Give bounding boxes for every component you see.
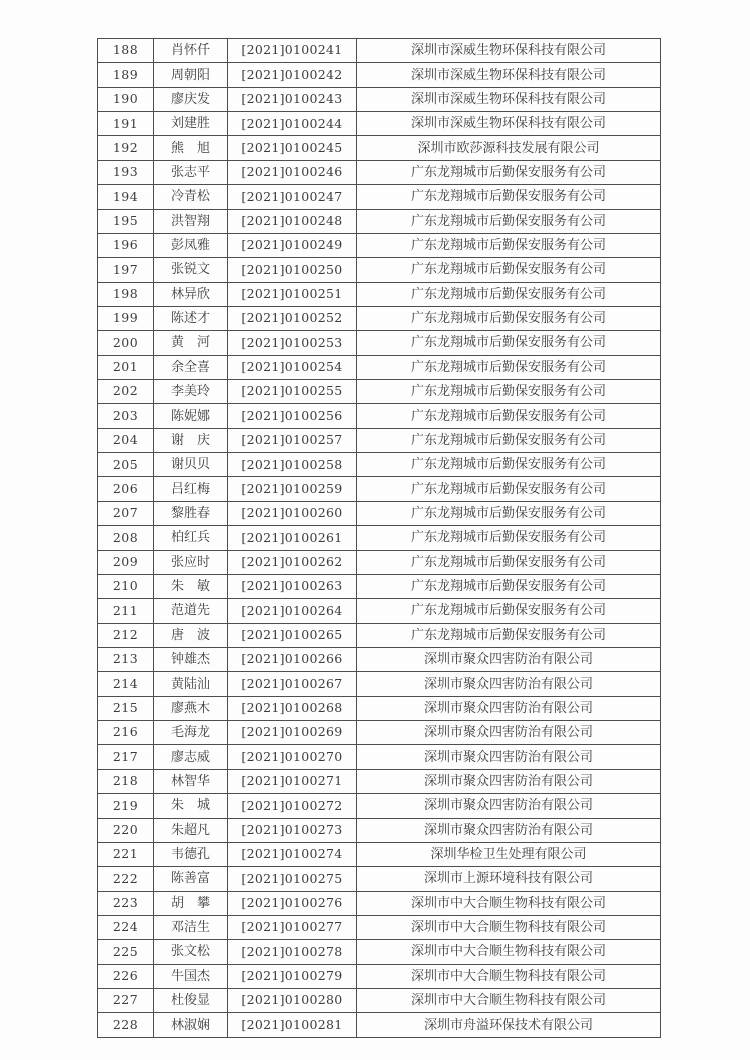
cell-company-name: 深圳市深威生物环保科技有限公司 xyxy=(357,87,661,111)
cell-company-name: 广东龙翔城市后勤保安服务有公司 xyxy=(357,404,661,428)
cell-cert-number: [2021]0100261 xyxy=(228,526,357,550)
cell-person-name: 唐 波 xyxy=(154,623,228,647)
cell-cert-number: [2021]0100259 xyxy=(228,477,357,501)
cell-person-name: 廖志威 xyxy=(154,745,228,769)
table-row xyxy=(98,1013,661,1038)
table-row xyxy=(98,185,661,209)
cell-person-name: 周朝阳 xyxy=(154,63,228,87)
cell-row-number: 197 xyxy=(98,258,154,282)
cell-person-name: 朱 城 xyxy=(154,794,228,818)
table-row xyxy=(98,915,661,939)
cell-company-name: 广东龙翔城市后勤保安服务有公司 xyxy=(357,599,661,623)
cell-person-name: 牛国杰 xyxy=(154,964,228,988)
cell-cert-number: [2021]0100253 xyxy=(228,331,357,355)
table-row xyxy=(98,87,661,111)
cell-row-number: 190 xyxy=(98,87,154,111)
cell-company-name: 深圳市深威生物环保科技有限公司 xyxy=(357,63,661,87)
cell-company-name: 广东龙翔城市后勤保安服务有公司 xyxy=(357,306,661,330)
cell-row-number: 211 xyxy=(98,599,154,623)
cell-row-number: 203 xyxy=(98,404,154,428)
table-row xyxy=(98,282,661,306)
cell-row-number: 222 xyxy=(98,867,154,891)
cell-person-name: 陈妮娜 xyxy=(154,404,228,428)
table-row xyxy=(98,623,661,647)
cell-row-number: 226 xyxy=(98,964,154,988)
cell-company-name: 深圳市深威生物环保科技有限公司 xyxy=(357,39,661,63)
cell-person-name: 林异欣 xyxy=(154,282,228,306)
table-row xyxy=(98,39,661,63)
cell-person-name: 冷青松 xyxy=(154,185,228,209)
cell-company-name: 深圳市聚众四害防治有限公司 xyxy=(357,794,661,818)
cell-cert-number: [2021]0100272 xyxy=(228,794,357,818)
cell-person-name: 余全喜 xyxy=(154,355,228,379)
table-row xyxy=(98,526,661,550)
cell-person-name: 黄陆汕 xyxy=(154,672,228,696)
cell-person-name: 张志平 xyxy=(154,160,228,184)
cell-company-name: 深圳华检卫生处理有限公司 xyxy=(357,842,661,866)
cell-cert-number: [2021]0100241 xyxy=(228,39,357,63)
cell-row-number: 214 xyxy=(98,672,154,696)
cell-person-name: 张锐文 xyxy=(154,258,228,282)
table-row xyxy=(98,306,661,330)
cell-company-name: 深圳市聚众四害防治有限公司 xyxy=(357,745,661,769)
cell-row-number: 192 xyxy=(98,136,154,160)
cell-person-name: 张应时 xyxy=(154,550,228,574)
cell-cert-number: [2021]0100270 xyxy=(228,745,357,769)
cell-row-number: 215 xyxy=(98,696,154,720)
cell-person-name: 黄 河 xyxy=(154,331,228,355)
cell-person-name: 黎胜春 xyxy=(154,501,228,525)
table-row xyxy=(98,721,661,745)
cell-cert-number: [2021]0100279 xyxy=(228,964,357,988)
table-row xyxy=(98,63,661,87)
cell-person-name: 邓洁生 xyxy=(154,915,228,939)
cell-person-name: 范道先 xyxy=(154,599,228,623)
table-row xyxy=(98,867,661,891)
cell-cert-number: [2021]0100248 xyxy=(228,209,357,233)
cell-row-number: 204 xyxy=(98,428,154,452)
cell-company-name: 广东龙翔城市后勤保安服务有公司 xyxy=(357,282,661,306)
cell-company-name: 深圳市聚众四害防治有限公司 xyxy=(357,769,661,793)
table-row xyxy=(98,745,661,769)
cell-cert-number: [2021]0100242 xyxy=(228,63,357,87)
cell-cert-number: [2021]0100257 xyxy=(228,428,357,452)
cell-cert-number: [2021]0100251 xyxy=(228,282,357,306)
cell-company-name: 广东龙翔城市后勤保安服务有公司 xyxy=(357,185,661,209)
cell-person-name: 彭凤雅 xyxy=(154,233,228,257)
cell-company-name: 广东龙翔城市后勤保安服务有公司 xyxy=(357,428,661,452)
cell-cert-number: [2021]0100267 xyxy=(228,672,357,696)
cell-cert-number: [2021]0100275 xyxy=(228,867,357,891)
cell-person-name: 廖燕木 xyxy=(154,696,228,720)
cell-company-name: 深圳市聚众四害防治有限公司 xyxy=(357,721,661,745)
cell-company-name: 广东龙翔城市后勤保安服务有公司 xyxy=(357,160,661,184)
table-row xyxy=(98,794,661,818)
cell-company-name: 广东龙翔城市后勤保安服务有公司 xyxy=(357,380,661,404)
cell-row-number: 210 xyxy=(98,574,154,598)
cell-person-name: 韦德孔 xyxy=(154,842,228,866)
cell-row-number: 206 xyxy=(98,477,154,501)
table-row xyxy=(98,160,661,184)
cell-cert-number: [2021]0100250 xyxy=(228,258,357,282)
cell-person-name: 钟雄杰 xyxy=(154,647,228,671)
cell-row-number: 208 xyxy=(98,526,154,550)
cell-cert-number: [2021]0100254 xyxy=(228,355,357,379)
table-row xyxy=(98,891,661,915)
cell-company-name: 深圳市中大合顺生物科技有限公司 xyxy=(357,989,661,1013)
table-row xyxy=(98,477,661,501)
cell-row-number: 200 xyxy=(98,331,154,355)
cell-company-name: 广东龙翔城市后勤保安服务有公司 xyxy=(357,233,661,257)
table-row xyxy=(98,599,661,623)
cell-person-name: 张文松 xyxy=(154,940,228,964)
cell-row-number: 201 xyxy=(98,355,154,379)
table-row xyxy=(98,501,661,525)
cell-company-name: 广东龙翔城市后勤保安服务有公司 xyxy=(357,623,661,647)
cell-company-name: 深圳市舟溢环保技术有限公司 xyxy=(357,1013,661,1038)
table-row xyxy=(98,964,661,988)
cell-row-number: 218 xyxy=(98,769,154,793)
cell-cert-number: [2021]0100260 xyxy=(228,501,357,525)
cell-row-number: 227 xyxy=(98,989,154,1013)
cell-person-name: 熊 旭 xyxy=(154,136,228,160)
cell-cert-number: [2021]0100245 xyxy=(228,136,357,160)
cell-cert-number: [2021]0100268 xyxy=(228,696,357,720)
table-row xyxy=(98,209,661,233)
cell-person-name: 谢 庆 xyxy=(154,428,228,452)
cell-company-name: 广东龙翔城市后勤保安服务有公司 xyxy=(357,331,661,355)
cell-row-number: 205 xyxy=(98,453,154,477)
cell-company-name: 深圳市深威生物环保科技有限公司 xyxy=(357,112,661,136)
table-row xyxy=(98,989,661,1013)
table-row xyxy=(98,258,661,282)
cell-company-name: 广东龙翔城市后勤保安服务有公司 xyxy=(357,209,661,233)
cell-company-name: 广东龙翔城市后勤保安服务有公司 xyxy=(357,477,661,501)
cell-cert-number: [2021]0100273 xyxy=(228,818,357,842)
cell-company-name: 广东龙翔城市后勤保安服务有公司 xyxy=(357,550,661,574)
cell-row-number: 189 xyxy=(98,63,154,87)
cell-person-name: 毛海龙 xyxy=(154,721,228,745)
cell-cert-number: [2021]0100263 xyxy=(228,574,357,598)
cell-cert-number: [2021]0100244 xyxy=(228,112,357,136)
cell-row-number: 191 xyxy=(98,112,154,136)
table-row xyxy=(98,355,661,379)
cell-row-number: 213 xyxy=(98,647,154,671)
cell-company-name: 深圳市聚众四害防治有限公司 xyxy=(357,672,661,696)
cell-row-number: 228 xyxy=(98,1013,154,1038)
cell-company-name: 深圳市中大合顺生物科技有限公司 xyxy=(357,915,661,939)
cell-person-name: 林智华 xyxy=(154,769,228,793)
cell-company-name: 广东龙翔城市后勤保安服务有公司 xyxy=(357,355,661,379)
cell-cert-number: [2021]0100258 xyxy=(228,453,357,477)
cell-company-name: 深圳市中大合顺生物科技有限公司 xyxy=(357,940,661,964)
cell-cert-number: [2021]0100246 xyxy=(228,160,357,184)
cell-cert-number: [2021]0100266 xyxy=(228,647,357,671)
cell-cert-number: [2021]0100264 xyxy=(228,599,357,623)
cell-person-name: 朱 敏 xyxy=(154,574,228,598)
cell-person-name: 吕红梅 xyxy=(154,477,228,501)
cell-row-number: 216 xyxy=(98,721,154,745)
cell-row-number: 223 xyxy=(98,891,154,915)
cell-row-number: 195 xyxy=(98,209,154,233)
table-row xyxy=(98,136,661,160)
cell-row-number: 209 xyxy=(98,550,154,574)
cell-cert-number: [2021]0100269 xyxy=(228,721,357,745)
cell-company-name: 深圳市欧莎源科技发展有限公司 xyxy=(357,136,661,160)
table-row xyxy=(98,331,661,355)
cell-cert-number: [2021]0100262 xyxy=(228,550,357,574)
cell-row-number: 194 xyxy=(98,185,154,209)
table-row xyxy=(98,380,661,404)
table-row xyxy=(98,940,661,964)
cell-company-name: 广东龙翔城市后勤保安服务有公司 xyxy=(357,258,661,282)
cell-person-name: 杜俊显 xyxy=(154,989,228,1013)
table-row xyxy=(98,818,661,842)
cell-row-number: 196 xyxy=(98,233,154,257)
cell-person-name: 陈述才 xyxy=(154,306,228,330)
cell-row-number: 199 xyxy=(98,306,154,330)
table-row xyxy=(98,453,661,477)
cell-row-number: 217 xyxy=(98,745,154,769)
cell-person-name: 谢贝贝 xyxy=(154,453,228,477)
cell-cert-number: [2021]0100276 xyxy=(228,891,357,915)
cell-cert-number: [2021]0100274 xyxy=(228,842,357,866)
cell-cert-number: [2021]0100281 xyxy=(228,1013,357,1038)
cell-row-number: 220 xyxy=(98,818,154,842)
cell-person-name: 柏红兵 xyxy=(154,526,228,550)
cell-company-name: 深圳市聚众四害防治有限公司 xyxy=(357,696,661,720)
cell-cert-number: [2021]0100277 xyxy=(228,915,357,939)
cell-cert-number: [2021]0100252 xyxy=(228,306,357,330)
cell-cert-number: [2021]0100247 xyxy=(228,185,357,209)
certificate-roster-table xyxy=(97,38,660,1038)
cell-cert-number: [2021]0100256 xyxy=(228,404,357,428)
cell-cert-number: [2021]0100271 xyxy=(228,769,357,793)
table-row xyxy=(98,696,661,720)
cell-row-number: 225 xyxy=(98,940,154,964)
table-row xyxy=(98,233,661,257)
cell-company-name: 深圳市中大合顺生物科技有限公司 xyxy=(357,964,661,988)
cell-cert-number: [2021]0100249 xyxy=(228,233,357,257)
cell-person-name: 肖怀仟 xyxy=(154,39,228,63)
cell-row-number: 224 xyxy=(98,915,154,939)
cell-person-name: 廖庆发 xyxy=(154,87,228,111)
cell-person-name: 胡 攀 xyxy=(154,891,228,915)
cell-row-number: 202 xyxy=(98,380,154,404)
cell-person-name: 陈善富 xyxy=(154,867,228,891)
cell-row-number: 212 xyxy=(98,623,154,647)
table-row xyxy=(98,842,661,866)
table-row xyxy=(98,112,661,136)
cell-row-number: 193 xyxy=(98,160,154,184)
table-row xyxy=(98,769,661,793)
cell-cert-number: [2021]0100280 xyxy=(228,989,357,1013)
cell-row-number: 207 xyxy=(98,501,154,525)
cell-company-name: 深圳市聚众四害防治有限公司 xyxy=(357,818,661,842)
table-row xyxy=(98,550,661,574)
cell-row-number: 188 xyxy=(98,39,154,63)
cell-person-name: 李美玲 xyxy=(154,380,228,404)
cell-cert-number: [2021]0100243 xyxy=(228,87,357,111)
cell-company-name: 广东龙翔城市后勤保安服务有公司 xyxy=(357,501,661,525)
cell-person-name: 朱超凡 xyxy=(154,818,228,842)
cell-company-name: 广东龙翔城市后勤保安服务有公司 xyxy=(357,453,661,477)
cell-person-name: 洪智翔 xyxy=(154,209,228,233)
cell-company-name: 深圳市聚众四害防治有限公司 xyxy=(357,647,661,671)
cell-cert-number: [2021]0100255 xyxy=(228,380,357,404)
cell-row-number: 219 xyxy=(98,794,154,818)
cell-cert-number: [2021]0100278 xyxy=(228,940,357,964)
cell-person-name: 刘建胜 xyxy=(154,112,228,136)
table-row xyxy=(98,428,661,452)
roster-table-body xyxy=(98,39,661,1038)
cell-person-name: 林淑娴 xyxy=(154,1013,228,1038)
cell-company-name: 广东龙翔城市后勤保安服务有公司 xyxy=(357,526,661,550)
table-row xyxy=(98,647,661,671)
table-row xyxy=(98,672,661,696)
cell-row-number: 198 xyxy=(98,282,154,306)
table-row xyxy=(98,574,661,598)
cell-row-number: 221 xyxy=(98,842,154,866)
cell-cert-number: [2021]0100265 xyxy=(228,623,357,647)
cell-company-name: 广东龙翔城市后勤保安服务有公司 xyxy=(357,574,661,598)
table-row xyxy=(98,404,661,428)
cell-company-name: 深圳市上源环境科技有限公司 xyxy=(357,867,661,891)
cell-company-name: 深圳市中大合顺生物科技有限公司 xyxy=(357,891,661,915)
roster-table xyxy=(97,38,661,1038)
